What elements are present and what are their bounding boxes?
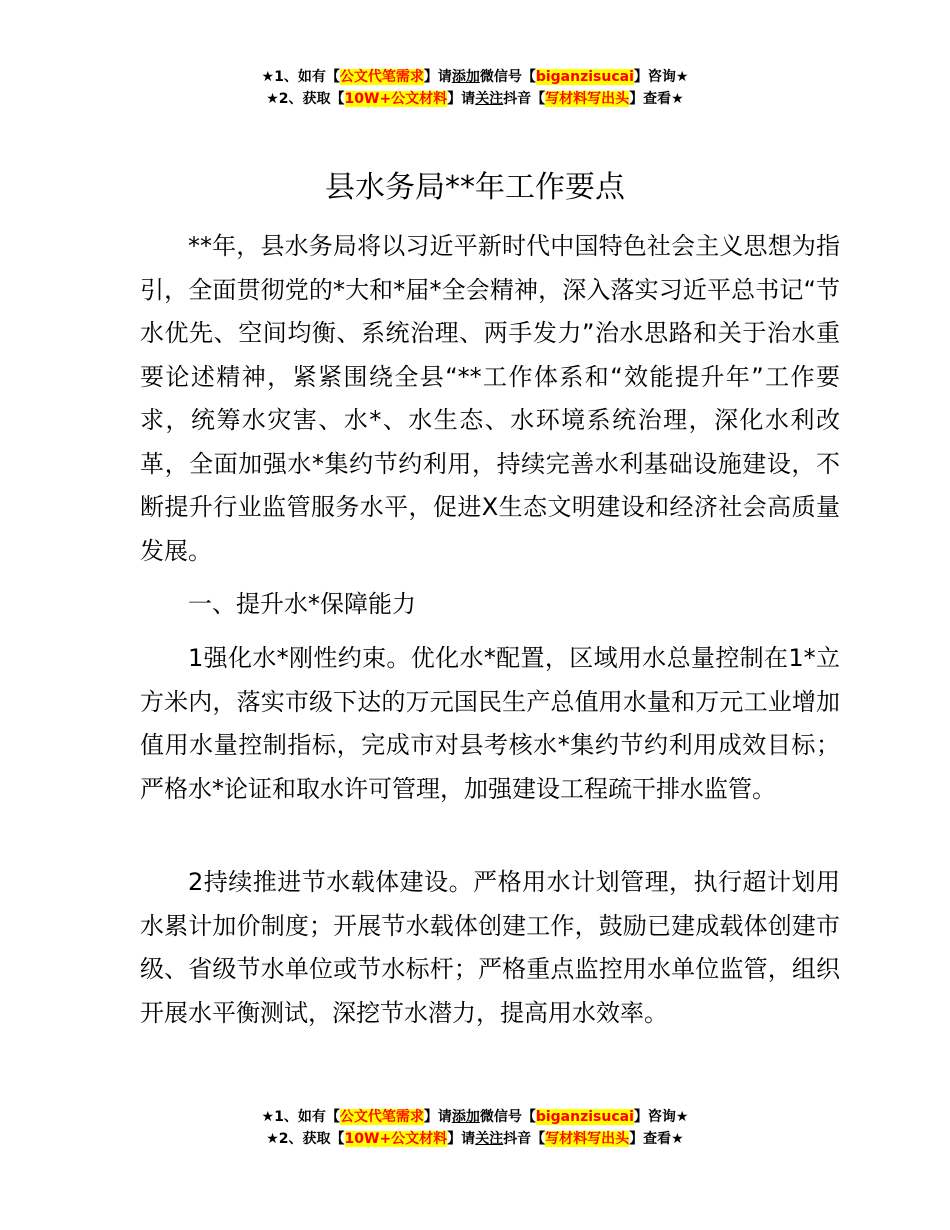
banner-text: 抖音【 — [503, 1131, 546, 1147]
banner-line-2 — [0, 1128, 950, 1150]
banner-underline: 关注 — [475, 1131, 504, 1147]
banner-highlight: 10W+公文材料 — [344, 91, 448, 107]
intro-block — [140, 225, 840, 573]
banner-underline: 添加 — [451, 1109, 480, 1125]
banner-text: 】请 — [447, 1131, 476, 1147]
banner-text: 】咨询★ — [633, 69, 689, 85]
footer-banner — [0, 1106, 950, 1150]
banner-line-1 — [0, 1106, 950, 1128]
banner-text: ★2、获取【 — [266, 1131, 345, 1147]
item-2-paragraph: 2持续推进节水载体建设。严格用水计划管理，执行超计划用水累计加价制度；开展节水载体创建工作，鼓励已建成载体创建市级、省级节水单位或节水标杆；严格重点监控用水单位监管，组织开展水平衡测试，深挖节水潜力，提高用水效率。 — [140, 868, 840, 1027]
banner-text: 抖音【 — [503, 91, 546, 107]
item-1-paragraph: 1强化水*刚性约束。优化水*配置，区域用水总量控制在1*立方米内，落实市级下达的万元国民生产总值用水量和万元工业增加值用水量控制指标，完成市对县考核水*集约节约利用成效目标；严格水*论证和取水许可管理，加强建设工程疏干排水监管。 — [140, 644, 840, 803]
banner-highlight: 公文代笔需求 — [339, 1109, 424, 1125]
banner-text: 】查看★ — [629, 1131, 684, 1147]
banner-text: ★2、获取【 — [266, 91, 345, 107]
banner-highlight: 写材料写出头 — [545, 1131, 630, 1147]
banner-text: 】请 — [447, 91, 476, 107]
banner-highlight: 公文代笔需求 — [339, 69, 424, 85]
banner-highlight: 10W+公文材料 — [344, 1131, 448, 1147]
banner-underline: 关注 — [475, 91, 504, 107]
banner-text: ★1、如有【 — [261, 1109, 340, 1125]
banner-highlight: 写材料写出头 — [545, 91, 630, 107]
intro-paragraph: **年，县水务局将以习近平新时代中国特色社会主义思想为指引，全面贯彻党的*大和*届*全会精神，深入落实习近平总书记“节水优先、空间均衡、系统治理、两手发力”治水思路和关于治水重要论述精神，紧紧围绕全县“**工作体系和“效能提升年”工作要求，统筹水灾害、水*、水生态、水环境系统治理，深化水利改革，全面加强水*集约节约利用，持续完善水利基础设施建设，不断提升行业监管服务水平，促进X生态文明建设和经济社会高质量发展。 — [140, 232, 840, 565]
document-title: 县水务局**年工作要点 — [325, 170, 625, 205]
header-banner — [0, 66, 950, 110]
banner-text: 】请 — [423, 1109, 452, 1125]
banner-text: 微信号【 — [479, 1109, 536, 1125]
item-2-block — [140, 861, 840, 1035]
banner-line-2 — [0, 88, 950, 110]
item-1-block — [140, 637, 840, 811]
banner-underline: 添加 — [451, 69, 480, 85]
section-heading-block — [140, 583, 840, 627]
banner-text: 】查看★ — [629, 91, 684, 107]
banner-text: 】咨询★ — [633, 1109, 689, 1125]
banner-text: 】请 — [423, 69, 452, 85]
banner-highlight: biganzisucai — [535, 69, 634, 85]
banner-line-1 — [0, 66, 950, 88]
banner-highlight: biganzisucai — [535, 1109, 634, 1125]
banner-text: 微信号【 — [479, 69, 536, 85]
section-heading: 一、提升水*保障能力 — [188, 590, 416, 618]
banner-text: ★1、如有【 — [261, 69, 340, 85]
